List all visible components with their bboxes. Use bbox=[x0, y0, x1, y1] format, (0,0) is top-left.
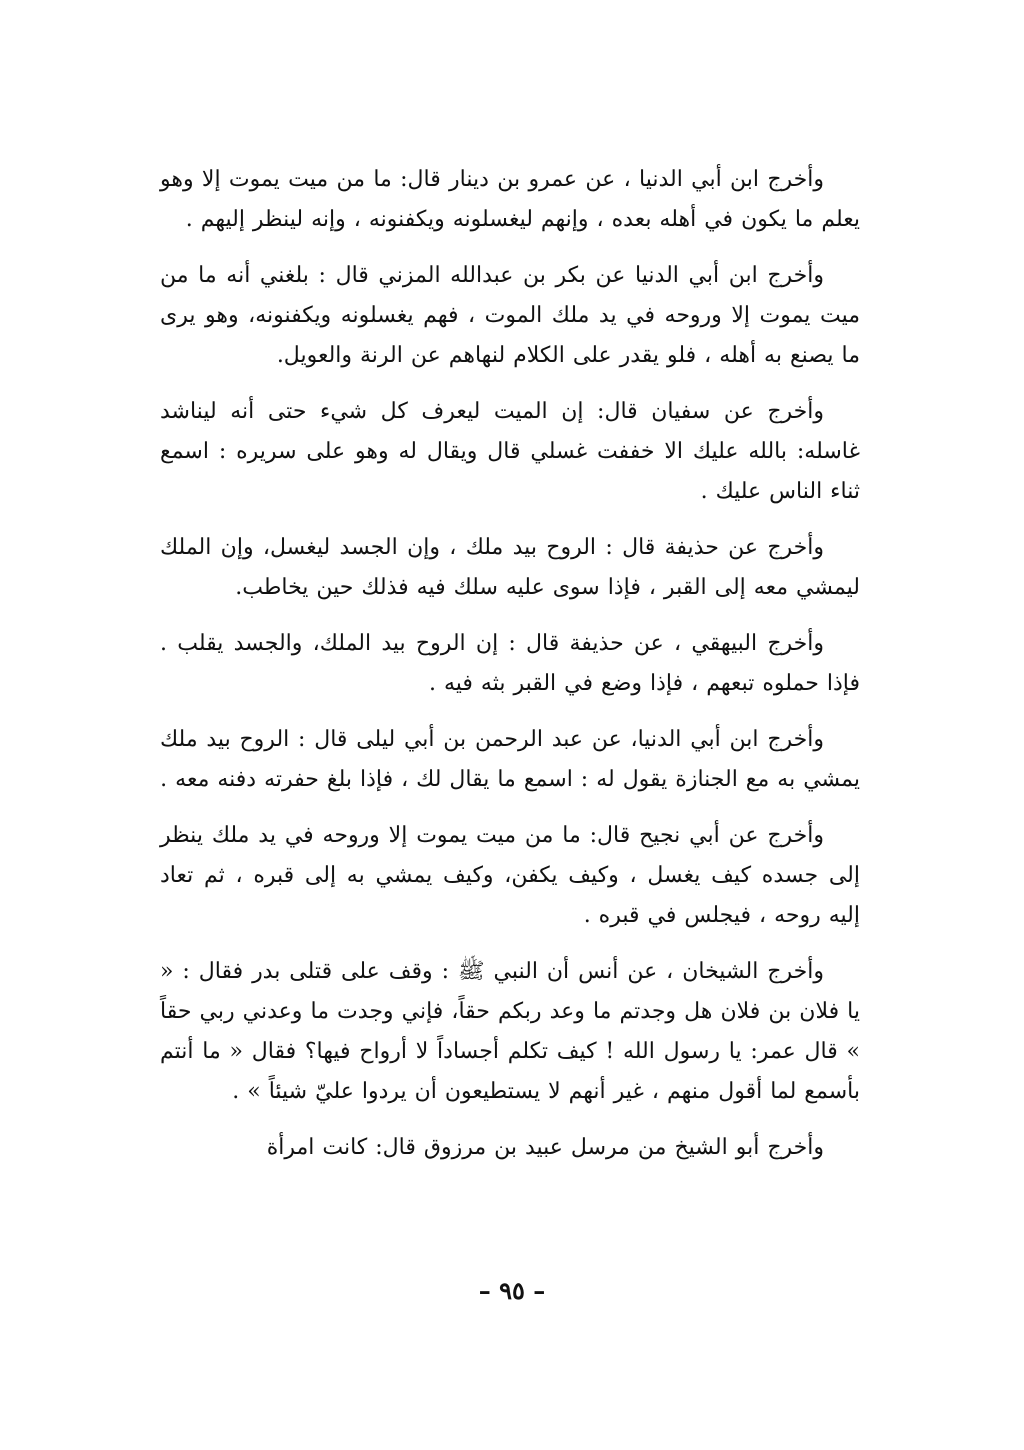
paragraph-9: وأخرج أبو الشيخ من مرسل عبيد بن مرزوق قال: كانت امرأة bbox=[266, 1135, 824, 1160]
paragraph-2: وأخرج ابن أبي الدنيا عن بكر بن عبدالله المزني قال : بلغني أنه ما من ميت يموت إلا وروحه في يد ملك الموت ، فهم يغسلونه ويكفنونه، وهو يرى ما يصنع به أهله ، فلو يقدر على الكلام لنهاهم عن الرنة والعويل. bbox=[160, 263, 860, 368]
paragraph-5: وأخرج البيهقي ، عن حذيفة قال : إن الروح بيد الملك، والجسد يقلب . فإذا حملوه تبعهم ، فإذا وضع في القبر بثه فيه . bbox=[160, 631, 860, 696]
paragraph-4: وأخرج عن حذيفة قال : الروح بيد ملك ، وإن الجسد ليغسل، وإن الملك ليمشي معه إلى القبر ، فإذا سوى عليه سلك فيه فذلك حين يخاطب. bbox=[160, 535, 860, 600]
paragraph-8: وأخرج الشيخان ، عن أنس أن النبي ﷺ : وقف على قتلى بدر فقال : « يا فلان بن فلان هل وجدتم ما وعد ربكم حقاً، فإني وجدت ما وعدني ربي حقاً » قال عمر: يا رسول الله ! كيف تكلم أجساداً لا أرواح فيها؟ فقال « ما أنتم بأسمع لما أقول منهم ، غير أنهم لا يستطيعون أن يردوا عليّ شيئاً » . bbox=[160, 959, 860, 1104]
paragraph-7: وأخرج عن أبي نجيح قال: ما من ميت يموت إلا وروحه في يد ملك ينظر إلى جسده كيف يغسل ، وكيف يكفن، وكيف يمشي به إلى قبره ، ثم تعاد إليه روحه ، فيجلس في قبره . bbox=[160, 823, 860, 928]
paragraph-1: وأخرج ابن أبي الدنيا ، عن عمرو بن دينار قال: ما من ميت يموت إلا وهو يعلم ما يكون في أهله بعده ، وإنهم ليغسلونه ويكفنونه ، وإنه لينظر إليهم . bbox=[160, 167, 860, 232]
page-number: – ٩٥ – bbox=[478, 1276, 546, 1305]
paragraph-6: وأخرج ابن أبي الدنيا، عن عبد الرحمن بن أبي ليلى قال : الروح بيد ملك يمشي به مع الجنازة يقول له : اسمع ما يقال لك ، فإذا بلغ حفرته دفنه معه . bbox=[160, 727, 860, 792]
paragraph-3: وأخرج عن سفيان قال: إن الميت ليعرف كل شيء حتى أنه ليناشد غاسله: بالله عليك الا خففت غسلي قال ويقال له وهو على سريره : اسمع ثناء الناس عليك . bbox=[160, 399, 860, 504]
page-body bbox=[160, 160, 860, 1184]
